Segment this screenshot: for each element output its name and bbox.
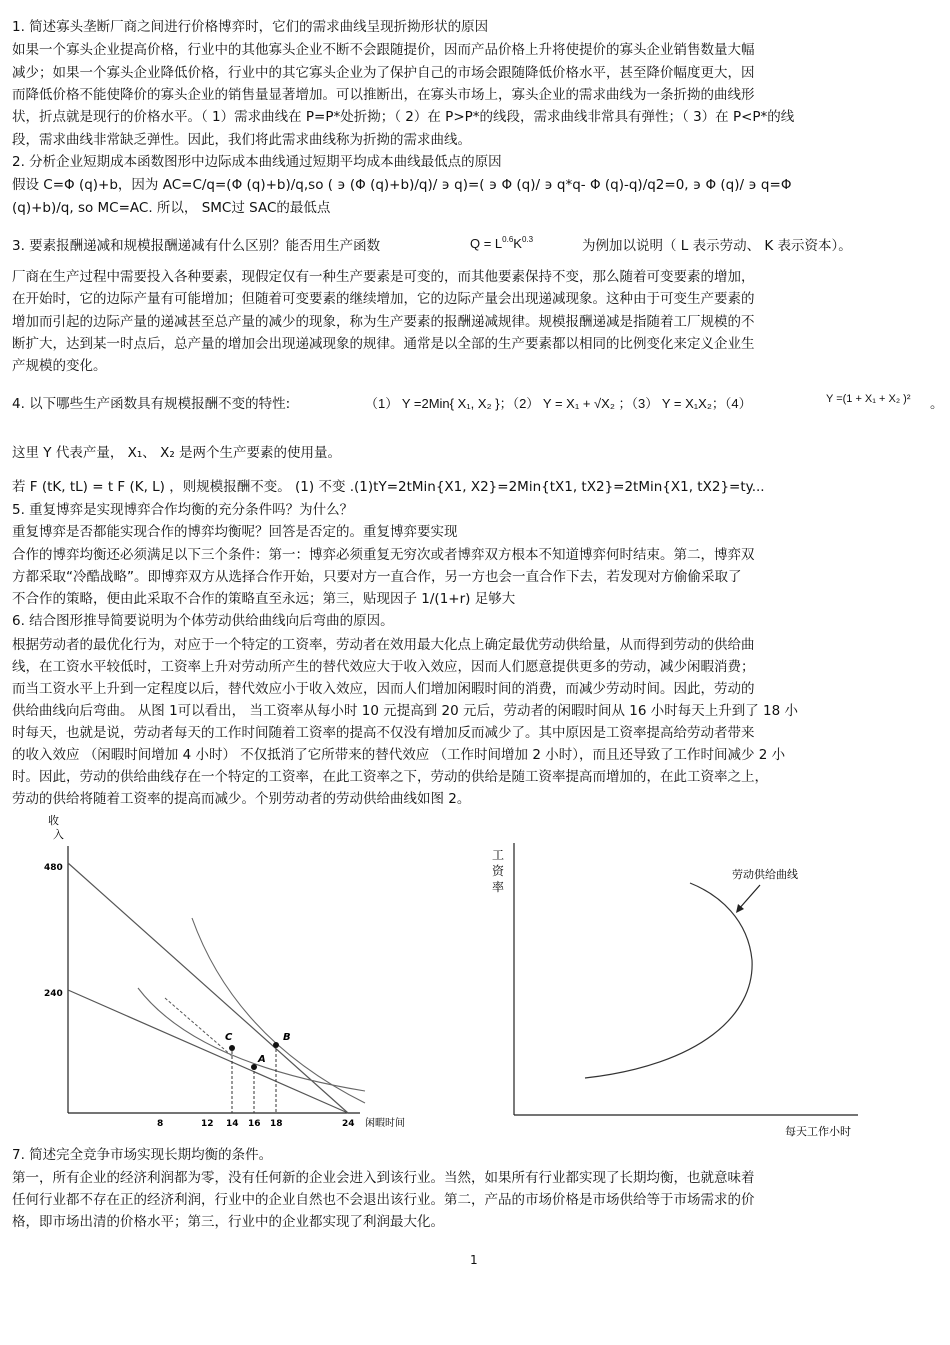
q1-line: 段，需求曲线非常缺乏弹性。因此，我们将此需求曲线称为折拗的需求曲线。: [12, 132, 471, 148]
q3-line: 断扩大，达到某一时点后，总产量的增加会出现递减现象的规律。通常是以全部的生产要素都以相同的比例变化来定义企业生: [12, 336, 755, 352]
q3-title: [12, 235, 852, 255]
fig1-x-label: 闲暇时间: [365, 1118, 405, 1129]
q3-formula: [470, 231, 533, 253]
q4-title: 4. 以下哪些生产函数具有规模报酬不变的特性:: [12, 396, 291, 412]
fig1-label-b: B: [283, 1032, 291, 1043]
q4-option-4: Y =(1 + X₁ + X₂ )²: [826, 393, 911, 405]
q3-line: 产规模的变化。: [12, 358, 107, 374]
fig2-curve-label: 劳动供给曲线: [732, 868, 798, 881]
fig1-y-tick: 480: [44, 863, 63, 873]
q1-line: 如果一个寡头企业提高价格，行业中的其他寡头企业不断不会跟随提价，因而产品价格上升将使提价的寡头企业销售数量大幅: [12, 42, 755, 58]
fig1-x-tick: 14: [226, 1119, 239, 1129]
q6-line: 时。因此，劳动的供给曲线存在一个特定的工资率，在此工资率之下，劳动的供给是随工资率提高而增加的，在此工资率之上，: [12, 769, 768, 785]
q3-title-tail: 为例加以说明（ L 表示劳动、 K 表示资本）。: [582, 238, 852, 254]
q6-line: 供给曲线向后弯曲。 从图 1可以看出， 当工资率从每小时 10 元提高到 20 元后，劳动者的闲暇时间从 16 小时每天上升到了 18 小: [12, 703, 799, 719]
q6-line: 劳动的供给将随着工资率的提高而减少。个别劳动者的劳动供给曲线如图 2。: [12, 791, 471, 807]
q3-exp-l: 0.6: [502, 235, 514, 244]
q4-answer: 若 F (tK, tL) = t F (K, L) ，则规模报酬不变。 (1) 不变 .(1)tY=2tMin{X1, X2}=2Min{tX1, tX2}=2tMin{X1, tX2}=ty...: [12, 479, 765, 495]
q1-line: 减少；如果一个寡头企业降低价格，行业中的其它寡头企业为了保护自己的市场会跟随降低价格水平，甚至降价幅度更大，因: [12, 65, 755, 81]
q4-note: 这里 Y 代表产量， X₁、 X₂ 是两个生产要素的使用量。: [12, 445, 342, 461]
q3-title-text: 3. 要素报酬递减和规模报酬递减有什么区别？能否用生产函数: [12, 238, 381, 254]
q1-line: 而降低价格不能使降价的寡头企业的销售量显著增加。可以推断出，在寡头市场上，寡头企业的需求曲线为一条折拗的曲线形: [12, 87, 755, 103]
fig1-budget-line-high: [68, 863, 348, 1113]
fig2-y-label-char: 资: [492, 864, 505, 878]
q3-exp-k: 0.3: [521, 235, 534, 244]
q4-option-end: 。: [930, 396, 944, 412]
fig1-label-a: A: [258, 1054, 266, 1065]
fig1-x-tick: 24: [342, 1119, 355, 1129]
q3-line: 厂商在生产过程中需要投入各种要素，现假定仅有一种生产要素是可变的，而其他要素保持不变，那么随着可变要素的增加，: [12, 269, 755, 285]
fig1-point-c: [229, 1045, 235, 1051]
fig2-y-label-char: 工: [492, 848, 505, 862]
q2-line: (q)+b)/q, so MC=AC. 所以， SMC过 SAC的最低点: [12, 200, 331, 216]
fig1-y-label-2: 入: [53, 828, 64, 841]
q1-line: 状，折点就是现行的价格水平。（ 1）需求曲线在 P=P*处折拗；（ 2）在 P>P*的线段，需求曲线非常具有弹性；（ 3）在 P<P*的线: [12, 109, 795, 125]
fig1-y-tick: 240: [44, 989, 63, 999]
fig2-labor-supply-curve: [585, 883, 752, 1078]
q6-line: 而当工资水平上升到一定程度以后，替代效应小于收入效应，因而人们增加闲暇时间的消费，而减少劳动时间。因此，劳动的: [12, 681, 755, 697]
fig1-point-b: [273, 1042, 279, 1048]
fig1-point-a: [251, 1064, 257, 1070]
fig1-x-tick: 8: [157, 1119, 164, 1129]
fig1-label-c: C: [225, 1032, 233, 1043]
fig2-y-label-char: 率: [492, 880, 505, 894]
q7-line: 格，即市场出清的价格水平；第三，行业中的企业都实现了利润最大化。: [12, 1214, 444, 1230]
q6-line: 时每天，也就是说，劳动者每天的工作时间随着工资率的提高不仅没有增加反而减少了。其中原因是工资率提高给劳动者带来: [12, 725, 755, 741]
q3-formula-k: K: [513, 236, 522, 251]
q5-line: 方都采取“冷酷战略”。即博弈双方从选择合作开始，只要对方一直合作，另一方也会一直合作下去，若发现对方偷偷采取了: [12, 569, 742, 585]
fig1-x-tick: 16: [248, 1119, 261, 1129]
q7-line: 第一，所有企业的经济利润都为零，没有任何新的企业会进入到该行业。当然，如果所有行业都实现了长期均衡，也就意味着: [12, 1170, 755, 1186]
q5-title: 5. 重复博弈是实现博弈合作均衡的充分条件吗？为什么？: [12, 502, 354, 518]
fig1-x-tick: 12: [201, 1119, 214, 1129]
figure-1-income-leisure: [20, 808, 420, 1138]
fig1-budget-line-low: [68, 990, 348, 1113]
q3-line: 在开始时，它的边际产量有可能增加；但随着可变要素的继续增加，它的边际产量会出现递减现象。这种由于可变生产要素的: [12, 291, 755, 307]
fig1-indifference-curve-high: [192, 918, 365, 1103]
q7-title: 7. 简述完全竞争市场实现长期均衡的条件。: [12, 1147, 273, 1163]
q4-options: （1） Y =2Min{ X₁, X₂ }；（2） Y = X₁ + √X₂ ；（3） Y = X₁X₂；（4）: [365, 396, 752, 411]
q6-line: 的收入效应 （闲暇时间增加 4 小时） 不仅抵消了它所带来的替代效应 （工作时间增加 2 小时），而且还导致了工作时间减少 2 小: [12, 747, 786, 763]
fig2-arrow-line: [738, 885, 760, 910]
q2-title: 2. 分析企业短期成本函数图形中边际成本曲线通过短期平均成本曲线最低点的原因: [12, 154, 502, 170]
fig1-x-tick: 18: [270, 1119, 283, 1129]
figure-2-labor-supply: [480, 835, 880, 1145]
q5-line: 不合作的策略，便由此采取不合作的策略直至永远；第三，贴现因子 1/(1+r) 足够大: [12, 591, 516, 607]
q5-line: 合作的博弈均衡还必须满足以下三个条件：第一：博弈必须重复无穷次或者博弈双方根本不知道博弈何时结束。第二，博弈双: [12, 547, 755, 563]
q2-line: 假设 C=Φ (q)+b，因为 AC=C/q=(Φ (q)+b)/q,so ( ϶ (Φ (q)+b)/q)/ ϶ q)=( ϶ Φ (q)/ ϶ q*q- Φ (q)-q)/q2=0, ϶ Φ (q)/ ϶ q=Φ: [12, 177, 792, 193]
q7-line: 任何行业都不存在正的经济利润，行业中的企业自然也不会退出该行业。第二，产品的市场价格是市场供给等于市场需求的价: [12, 1192, 755, 1208]
fig1-indifference-curve-low: [138, 988, 365, 1091]
q6-line: 线，在工资水平较低时，工资率上升对劳动所产生的替代效应大于收入效应，因而人们愿意提供更多的劳动，减少闲暇消费；: [12, 659, 755, 675]
q6-title: 6. 结合图形推导简要说明为个体劳动供给曲线向后弯曲的原因。: [12, 613, 394, 629]
page-number: 1: [470, 1253, 478, 1267]
q5-line: 重复博弈是否都能实现合作的博弈均衡呢？回答是否定的。重复博弈要实现: [12, 524, 458, 540]
fig2-x-label: 每天工作小时: [785, 1125, 851, 1138]
q6-line: 根据劳动者的最优化行为，对应于一个特定的工资率，劳动者在效用最大化点上确定最优劳动供给量，从而得到劳动的供给曲: [12, 637, 755, 653]
q3-line: 增加而引起的边际产量的递减甚至总产量的减少的现象，称为生产要素的报酬递减规律。规模报酬递减是指随着工厂规模的不: [12, 314, 755, 330]
q1-title: 1. 简述寡头垄断厂商之间进行价格博弈时，它们的需求曲线呈现折拗形状的原因: [12, 19, 489, 35]
q3-formula-q: Q = L: [470, 236, 503, 251]
fig1-y-label-1: 收: [48, 814, 59, 827]
